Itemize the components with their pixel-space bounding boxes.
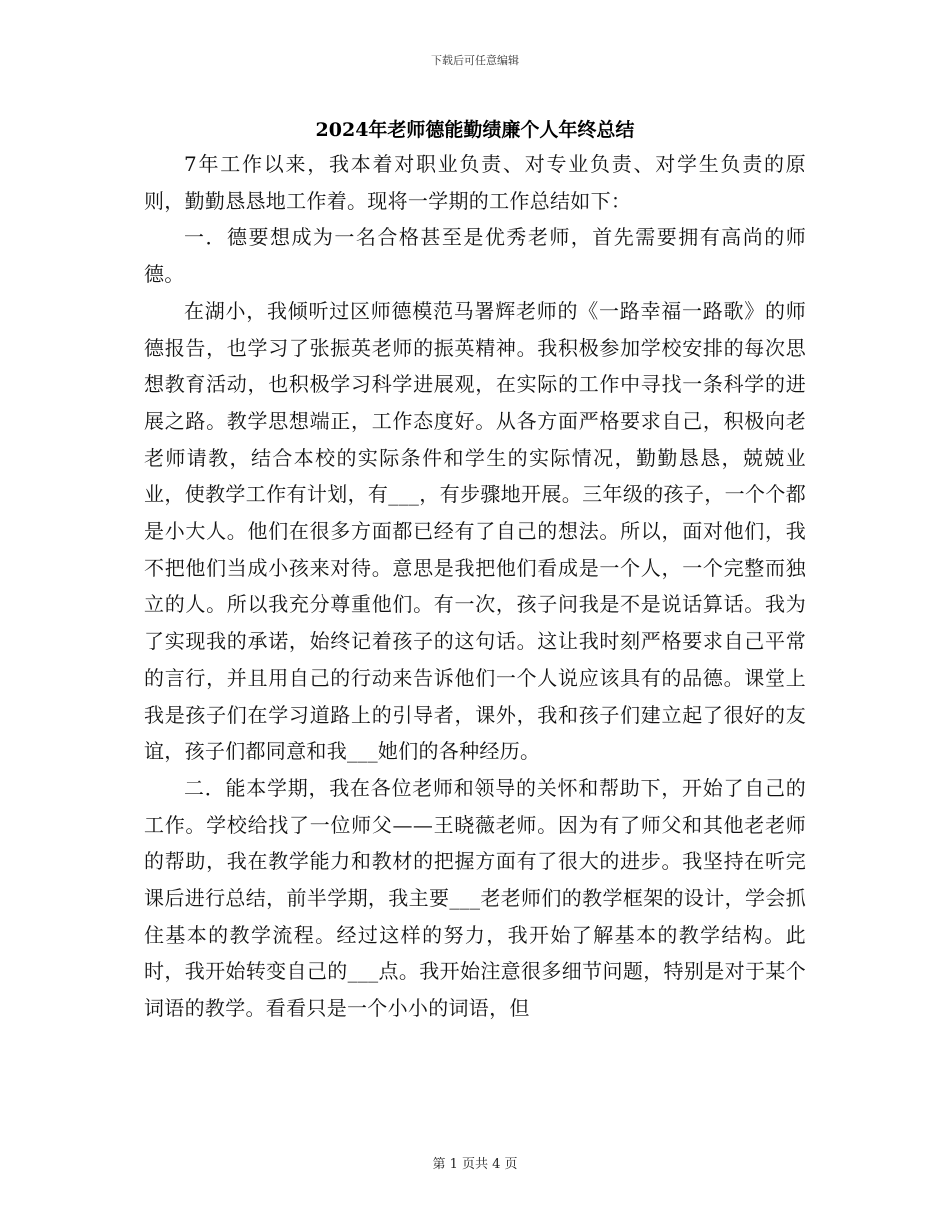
paragraph-section-one-body: 在湖小，我倾听过区师德模范马署辉老师的《一路幸福一路歌》的师德报告，也学习了张振英老师的振英精神。我积极参加学校安排的每次思想教育活动，也积极学习科学进展观，在实际的工作中寻找一条科学的进展之路。教学思想端正，工作态度好。从各方面严格要求自己，积极向老老师请教，结合本校的实际条件和学生的实际情况，勤勤恳恳，兢兢业业，使教学工作有计划，有___，有步骤地开展。三年级的孩子，一个个都是小大人。他们在很多方面都已经有了自己的想法。所以，面对他们，我不把他们当成小孩来对待。意思是我把他们看成是一个人，一个完整而独立的人。所以我充分尊重他们。有一次，孩子问我是不是说话算话。我为了实现我的承诺，始终记着孩子的这句话。这让我时刻严格要求自己平常的言行，并且用自己的行动来告诉他们一个人说应该具有的品德。课堂上我是孩子们在学习道路上的引导者，课外，我和孩子们建立起了很好的友谊，孩子们都同意和我___她们的各种经历。 (144, 298, 806, 764)
paragraph-intro: 7年工作以来，我本着对职业负责、对专业负责、对学生负责的原则，勤勤恳恳地工作着。现将一学期的工作总结如下： (144, 152, 806, 213)
paragraph-section-two: 二．能本学期，我在各位老师和领导的关怀和帮助下，开始了自己的工作。学校给找了一位师父——王晓薇老师。因为有了师父和其他老老师的帮助，我在教学能力和教材的把握方面有了很大的进步。我坚持在听完课后进行总结，前半学期，我主要___老老师们的教学框架的设计，学会抓住基本的教学流程。经过这样的努力，我开始了解基本的教学结构。此时，我开始转变自己的___点。我开始注意很多细节问题，特别是对于某个词语的教学。看看只是一个小小的词语，但 (144, 775, 806, 1021)
header-note: 下载后可任意编辑 (431, 54, 519, 67)
document-body (144, 146, 806, 1027)
paragraph-section-one-heading: 一．德要想成为一名合格甚至是优秀老师，首先需要拥有高尚的师德。 (144, 225, 806, 287)
page-number-footer: 第 1 页共 4 页 (432, 1157, 518, 1172)
document-title: 2024年老师德能勤绩廉个人年终总结 (315, 119, 635, 141)
